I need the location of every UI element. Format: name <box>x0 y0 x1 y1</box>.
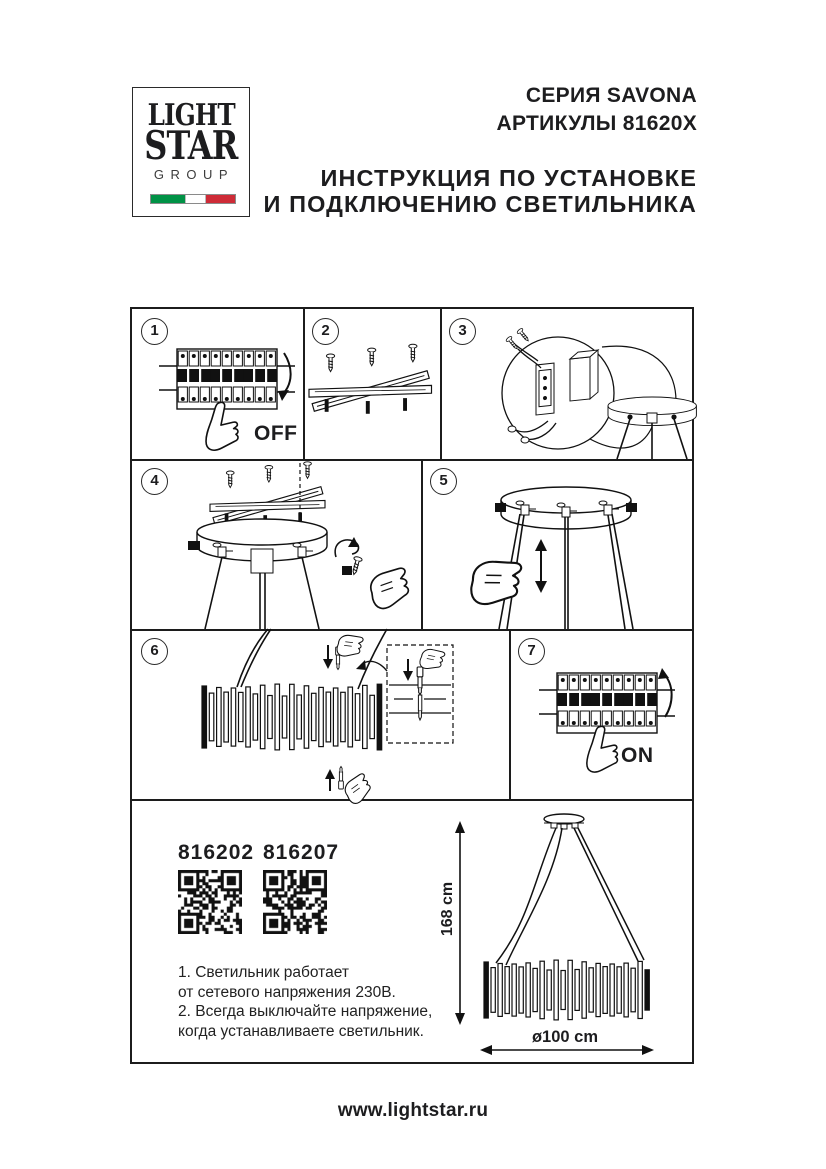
arrow-left-icon <box>356 660 366 670</box>
suspension-rods <box>617 419 687 459</box>
step-number-4: 4 <box>141 468 168 495</box>
note-line: когда устанавливаете светильник. <box>178 1022 424 1040</box>
series-title: СЕРИЯ SAVONA <box>525 84 697 107</box>
canopy-mounting-illustration <box>132 459 421 629</box>
connector-pin-icon <box>339 767 344 790</box>
lightstar-logo <box>132 87 250 217</box>
circuit-breaker-strip <box>539 673 675 733</box>
height-dimension-label: 168 cm <box>439 881 456 937</box>
suspension-cables <box>496 828 644 965</box>
cable-adjust-illustration <box>421 459 696 629</box>
article-816207-label: 816207 <box>263 841 340 864</box>
dim-arrow-up-icon <box>455 821 465 833</box>
shade-assembly-illustration <box>132 629 509 799</box>
arrow-down-icon <box>403 671 413 681</box>
logo-group-text: GROUP <box>153 167 235 182</box>
step-number-6: 6 <box>141 638 168 665</box>
note-line: 2. Всегда выключайте напряжение, <box>178 1003 433 1020</box>
articles-title: АРТИКУЛЫ 81620X <box>496 111 697 135</box>
step-panel-4 <box>132 459 421 629</box>
dim-arrow-left-icon <box>480 1045 492 1055</box>
rotate-arrow-icon <box>348 537 359 547</box>
dimension-drawing <box>132 799 696 1066</box>
on-label: ON <box>621 744 654 767</box>
hand-icon <box>468 555 523 610</box>
step-panel-5 <box>421 459 696 629</box>
arrow-down-icon <box>323 659 333 669</box>
step-number-7: 7 <box>518 638 545 665</box>
bracket-icon <box>210 462 325 527</box>
dim-arrow-down-icon <box>455 1013 465 1025</box>
instruction-title <box>263 166 697 217</box>
diameter-dimension-label: ø100 cm <box>531 1028 599 1046</box>
step-panel-3 <box>440 309 696 459</box>
step-number-5: 5 <box>430 468 457 495</box>
off-label: OFF <box>254 422 298 445</box>
arrow-up-icon <box>325 769 335 779</box>
arrow-down-icon <box>535 581 547 593</box>
instruction-title-line1: ИНСТРУКЦИЯ ПО УСТАНОВКЕ <box>320 165 697 191</box>
instruction-title-line2: И ПОДКЛЮЧЕНИЮ СВЕТИЛЬНИКА <box>263 190 697 217</box>
step-number-3: 3 <box>449 318 476 345</box>
product-info-panel <box>132 799 696 1066</box>
logo-star-text: STAR <box>144 123 238 169</box>
step-number-2: 2 <box>312 318 339 345</box>
wire-screw-icon <box>505 336 519 351</box>
note-line: от сетевого напряжения 230В. <box>178 983 396 1001</box>
article-816202-label: 816202 <box>178 841 255 864</box>
circuit-breaker-strip <box>159 349 295 409</box>
dim-arrow-right-icon <box>642 1045 654 1055</box>
instruction-grid <box>130 307 694 1064</box>
wiring-detail-illustration <box>440 309 696 459</box>
bracket-icon <box>309 344 432 414</box>
header-series-block <box>497 82 697 137</box>
suspension-cables <box>237 629 387 689</box>
website-footer: www.lightstar.ru <box>337 1100 489 1121</box>
italian-flag-bar <box>150 194 236 204</box>
step-panel-7 <box>509 629 696 799</box>
step-panel-2 <box>303 309 440 459</box>
step-number-1: 1 <box>141 318 168 345</box>
step-panel-6 <box>132 629 509 799</box>
note-line: 1. Светильник работает <box>178 964 349 981</box>
crystal-rod-band <box>484 960 649 1020</box>
arrow-down-icon <box>278 390 289 401</box>
logo-light-text: LIGHT <box>147 98 235 133</box>
connector-pin-icon <box>417 667 423 695</box>
hand-icon <box>369 568 411 610</box>
arrow-up-icon <box>535 539 547 551</box>
flag-red <box>206 195 235 203</box>
flag-green <box>151 195 185 203</box>
wire-screw-icon <box>516 328 530 343</box>
crystal-rod-band <box>202 684 382 750</box>
step-panel-1 <box>132 309 303 459</box>
flag-white <box>185 195 206 203</box>
arrow-up-icon <box>658 668 669 679</box>
